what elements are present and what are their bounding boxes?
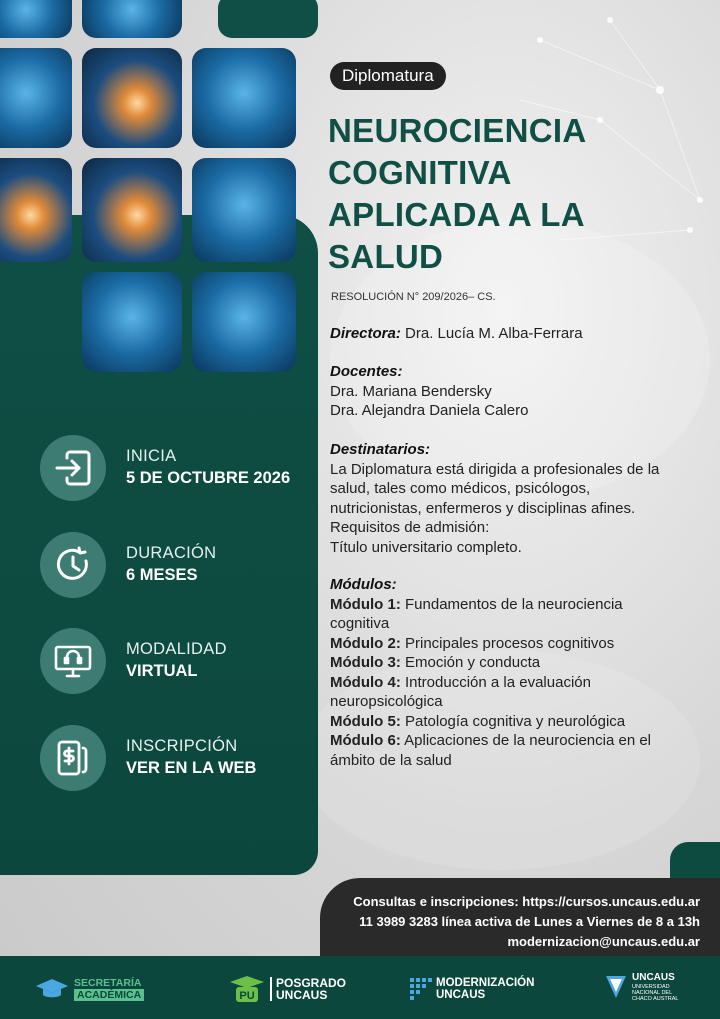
module-item: Módulo 1: Fundamentos de la neurociencia: [330, 595, 623, 613]
info-value: 5 DE OCTUBRE 2026: [126, 469, 291, 487]
info-inscripcion: [40, 725, 310, 789]
uncaus-subtext: CHACO AUSTRAL: [632, 996, 679, 1002]
title-line: COGNITIVA: [328, 154, 512, 191]
module-item-cont: neuropsicológica: [330, 693, 443, 710]
uncaus-text: UNCAUS: [632, 972, 675, 983]
module-item: Módulo 2: Principales procesos cognitivos: [330, 634, 615, 652]
monitor-headset-icon: [40, 628, 106, 694]
brain-tile: [82, 48, 182, 148]
modernizacion-logo: [410, 974, 534, 1004]
directora-name: Dra. Lucía M. Alba-Ferrara: [405, 325, 583, 342]
contact-email[interactable]: modernizacion@uncaus.edu.ar: [507, 934, 700, 949]
info-label: INICIA: [126, 447, 177, 465]
graduation-cap-icon: [34, 977, 70, 1001]
footer: [0, 956, 720, 1019]
uncaus-logo: [604, 972, 678, 1002]
program-type-badge: Diplomatura: [330, 62, 446, 90]
academica-text: ACADÉMICA: [74, 989, 144, 1001]
brain-tile: [0, 158, 72, 262]
phone-dollar-icon: [40, 725, 106, 791]
brain-tile: [0, 0, 72, 38]
uncaus-subtext: NACIONAL DEL: [632, 990, 673, 996]
directora-heading: Directora:: [330, 325, 401, 342]
resolution: RESOLUCIÓN N° 209/2026– CS.: [331, 291, 496, 303]
brain-tile: [0, 48, 72, 148]
info-label: DURACIÓN: [126, 544, 217, 562]
dots-grid-icon: [410, 978, 432, 1000]
docente-name: Dra. Mariana Bendersky: [330, 382, 492, 400]
modulos-heading: Módulos:: [330, 576, 397, 593]
info-value: VIRTUAL: [126, 662, 198, 680]
destinatarios-line: La Diplomatura está dirigida a profesionales de la: [330, 460, 660, 478]
modulos-section: [330, 575, 700, 770]
brain-tile: [82, 0, 182, 38]
brain-tile: [82, 272, 182, 372]
module-item: Módulo 4: Introducción a la evaluación: [330, 673, 591, 691]
info-duracion: [40, 532, 310, 596]
posgrado-logo: [228, 974, 346, 1004]
brain-tile: [192, 272, 296, 372]
uncaus-shield-icon: [604, 973, 628, 1001]
modernizacion-text: MODERNIZACIÓN: [436, 977, 535, 989]
login-icon: [40, 435, 106, 501]
destinatarios-line: salud, tales como médicos, psicólogos,: [330, 480, 591, 497]
info-value: VER EN LA WEB: [126, 759, 257, 777]
title-line: SALUD: [328, 238, 444, 275]
info-label: INSCRIPCIÓN: [126, 737, 238, 755]
destinatarios-heading: Destinatarios:: [330, 441, 431, 458]
brain-tile: [82, 158, 182, 262]
info-label: MODALIDAD: [126, 640, 227, 658]
clock-icon: [40, 532, 106, 598]
docente-name: Dra. Alejandra Daniela Calero: [330, 402, 529, 419]
destinatarios-line: nutricionistas, enfermeros y disciplinas afines.: [330, 499, 636, 517]
info-modalidad: [40, 628, 310, 692]
posgrado-text: POSGRADO: [276, 976, 347, 990]
module-item-cont: cognitiva: [330, 615, 390, 632]
module-item: Módulo 3: Emoción y conducta: [330, 654, 541, 671]
brain-tile: [192, 48, 296, 148]
accent-tile: [218, 0, 318, 38]
contact-strip: [320, 878, 720, 956]
title-line: APLICADA A LA: [328, 196, 585, 233]
destinatarios-line: Requisitos de admisión:: [330, 519, 490, 536]
title-line: NEUROCIENCIA: [328, 112, 587, 149]
info-value: 6 MESES: [126, 566, 198, 584]
page-title: [328, 110, 708, 278]
module-item-cont: ámbito de la salud: [330, 751, 452, 769]
modernizacion-uncaus-text: UNCAUS: [436, 989, 486, 1001]
module-item: Módulo 5: Patología cognitiva y neurológica: [330, 712, 626, 730]
posgrado-uncaus-text: UNCAUS: [276, 988, 328, 1002]
secretaria-text: SECRETARÍA: [74, 977, 142, 989]
contact-phone: 11 3989 3283 línea activa de Lunes a Viernes de 8 a 13h: [359, 914, 700, 929]
brain-tile: [192, 158, 296, 262]
docentes-section: [330, 362, 700, 421]
destinatarios-section: [330, 440, 700, 557]
info-inicia: [40, 435, 310, 499]
uncaus-subtext: UNIVERSIDAD: [632, 984, 670, 990]
destinatarios-line: Título universitario completo.: [330, 538, 522, 556]
docentes-heading: Docentes:: [330, 363, 403, 380]
directora-section: [330, 324, 700, 344]
svg-text:PU: PU: [239, 990, 255, 1002]
module-item: Módulo 6: Aplicaciones de la neurociencia en el: [330, 732, 651, 749]
contact-web[interactable]: Consultas e inscripciones: https://cursos.uncaus.edu.ar: [353, 894, 700, 909]
posgrado-cap-icon: [228, 974, 266, 1004]
secretaria-logo: [34, 974, 144, 1004]
